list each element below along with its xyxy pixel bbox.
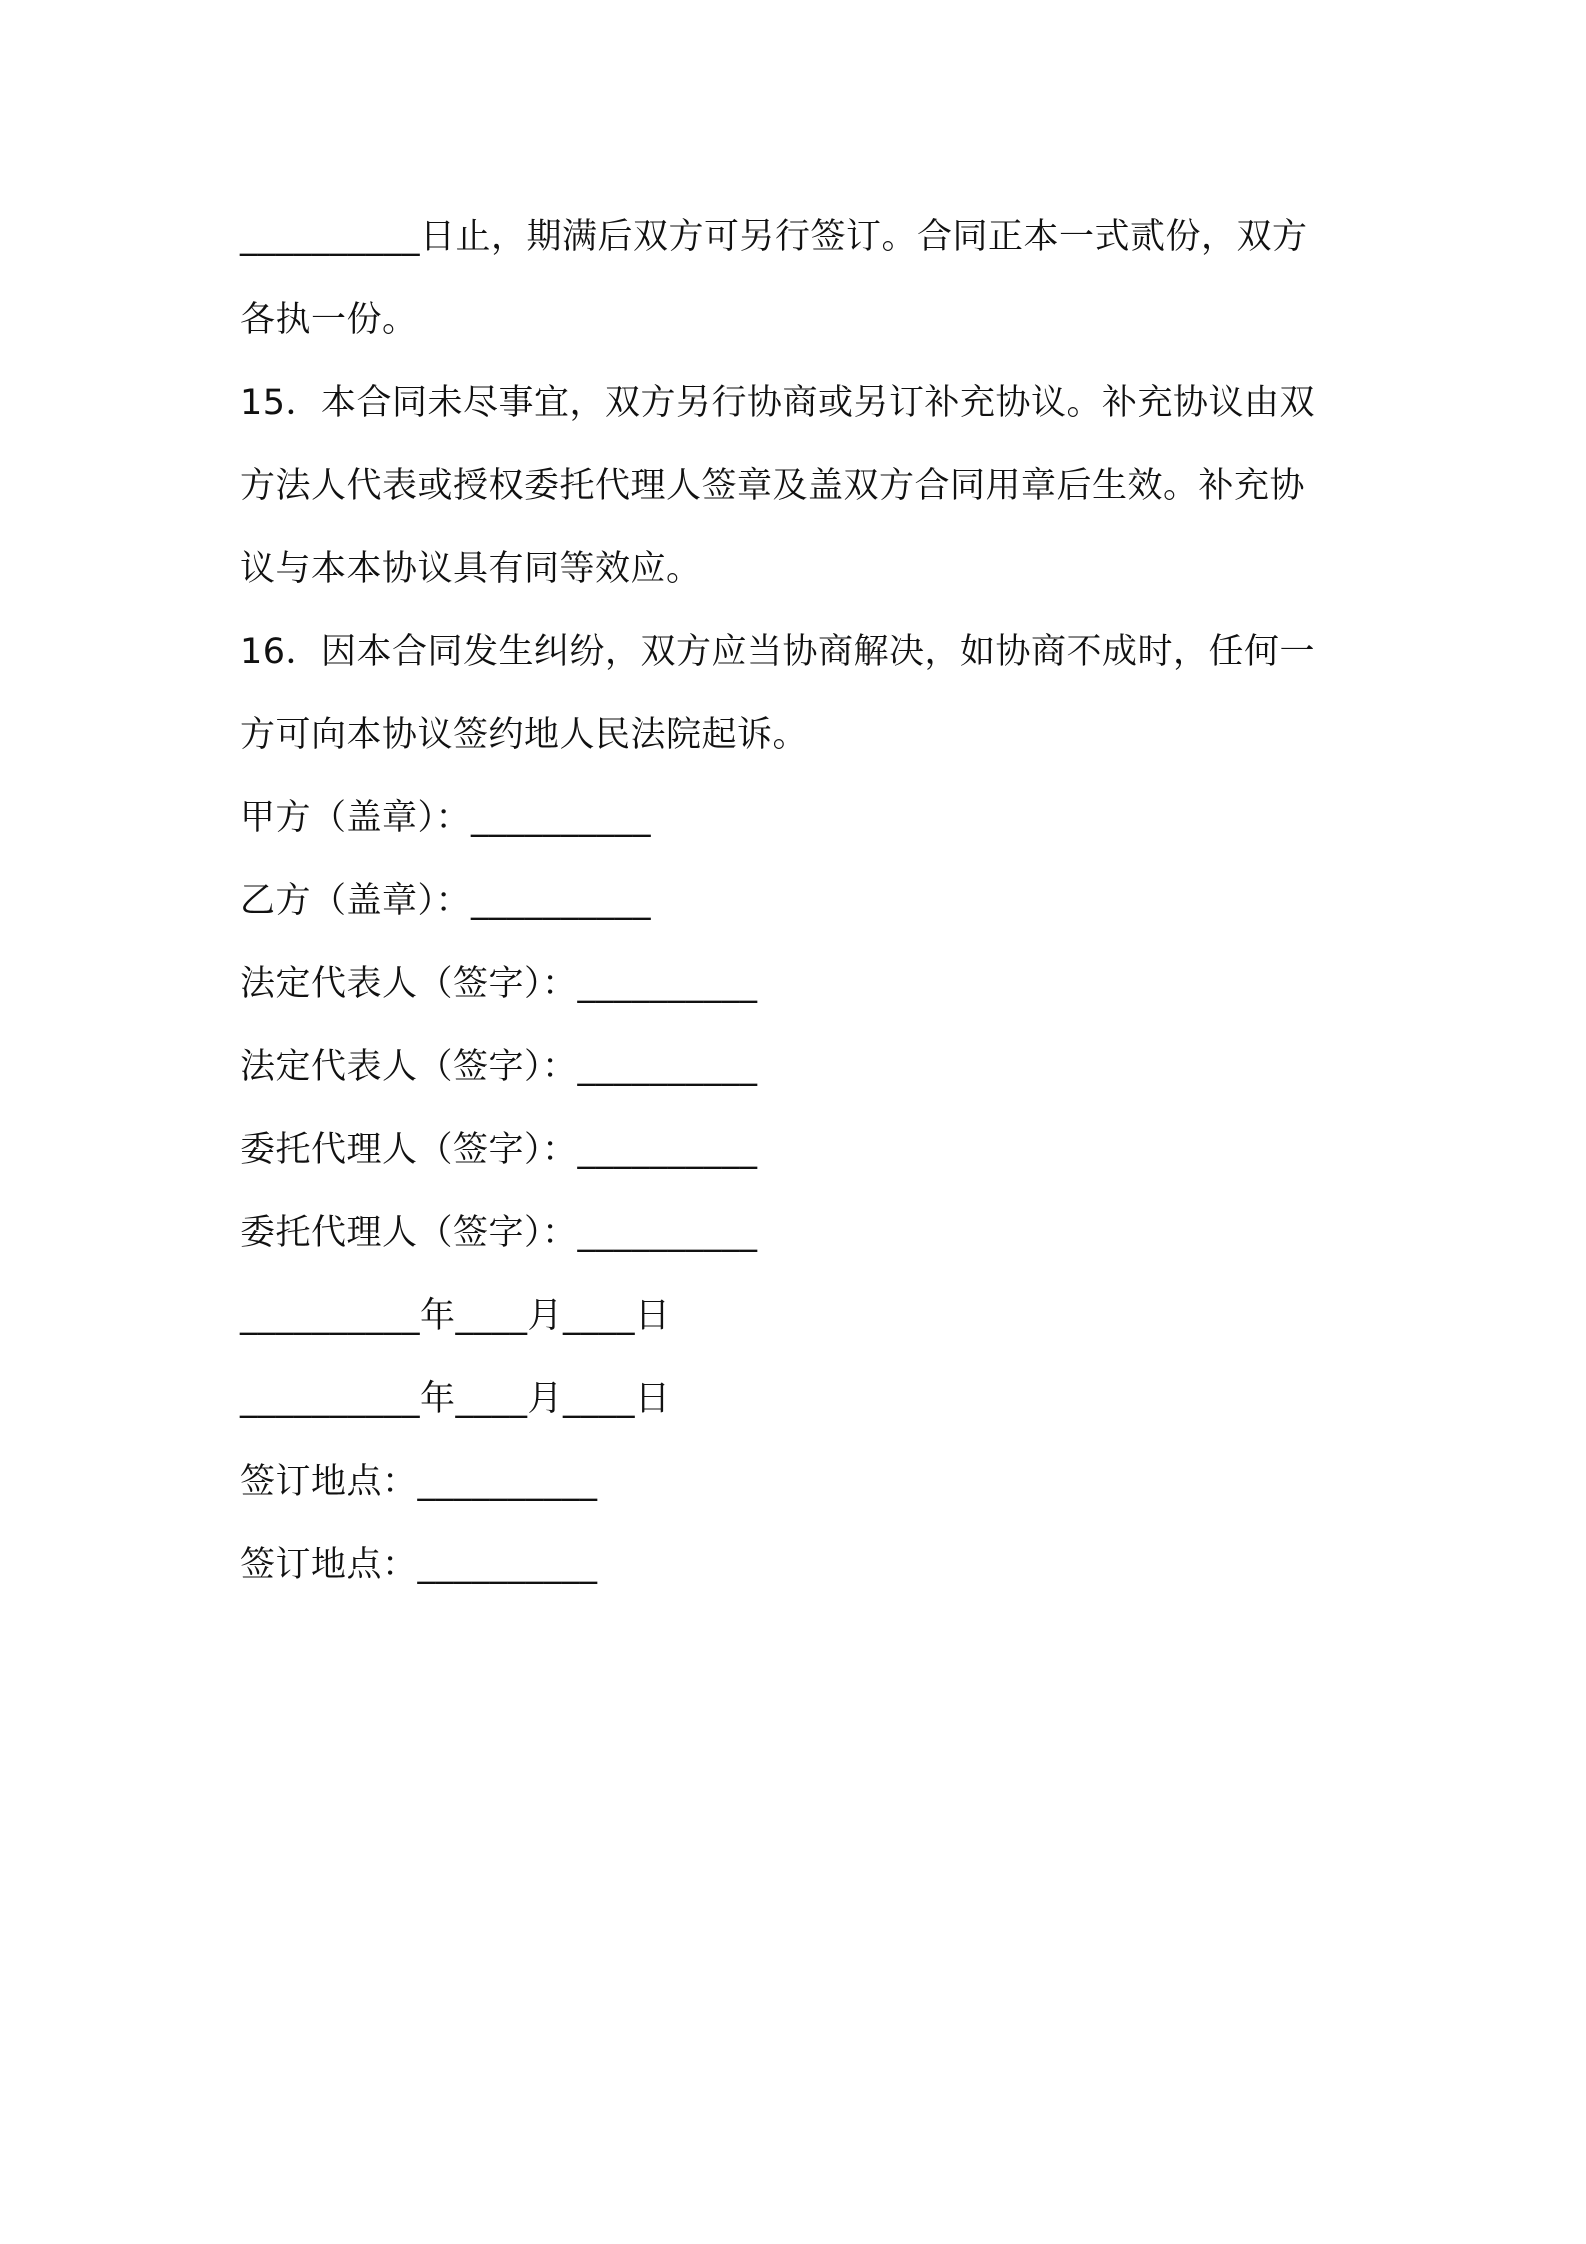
signing-place-b-line: 签订地点：__________ [240,1545,598,1585]
clause-14-end-line: 各执一份。 [240,300,418,340]
clause-16-line-2: 方可向本协议签约地人民法院起诉。 [240,715,809,755]
party-a-seal-line: 甲方（盖章）：__________ [240,798,652,838]
agent-a-signature-line: 委托代理人（签字）：__________ [240,1130,758,1170]
legal-rep-a-signature-line: 法定代表人（签字）：__________ [240,964,758,1004]
legal-rep-b-signature-line: 法定代表人（签字）：__________ [240,1047,758,1087]
clause-15-line-3: 议与本本协议具有同等效应。 [240,549,702,589]
date-line-a: __________年____月____日 [240,1296,671,1336]
clause-15-line-1: 15．本合同未尽事宜，双方另行协商或另订补充协议。补充协议由双 [240,383,1316,423]
date-line-b: __________年____月____日 [240,1379,671,1419]
clause-14-continuation-line: __________日止，期满后双方可另行签订。合同正本一式贰份，双方 [240,217,1308,257]
party-b-seal-line: 乙方（盖章）：__________ [240,881,652,921]
clause-15-line-2: 方法人代表或授权委托代理人签章及盖双方合同用章后生效。补充协 [240,466,1306,506]
document-body [240,196,1360,1607]
clause-16-line-1: 16．因本合同发生纠纷，双方应当协商解决，如协商不成时，任何一 [240,632,1316,672]
signing-place-a-line: 签订地点：__________ [240,1462,598,1502]
agent-b-signature-line: 委托代理人（签字）：__________ [240,1213,758,1253]
